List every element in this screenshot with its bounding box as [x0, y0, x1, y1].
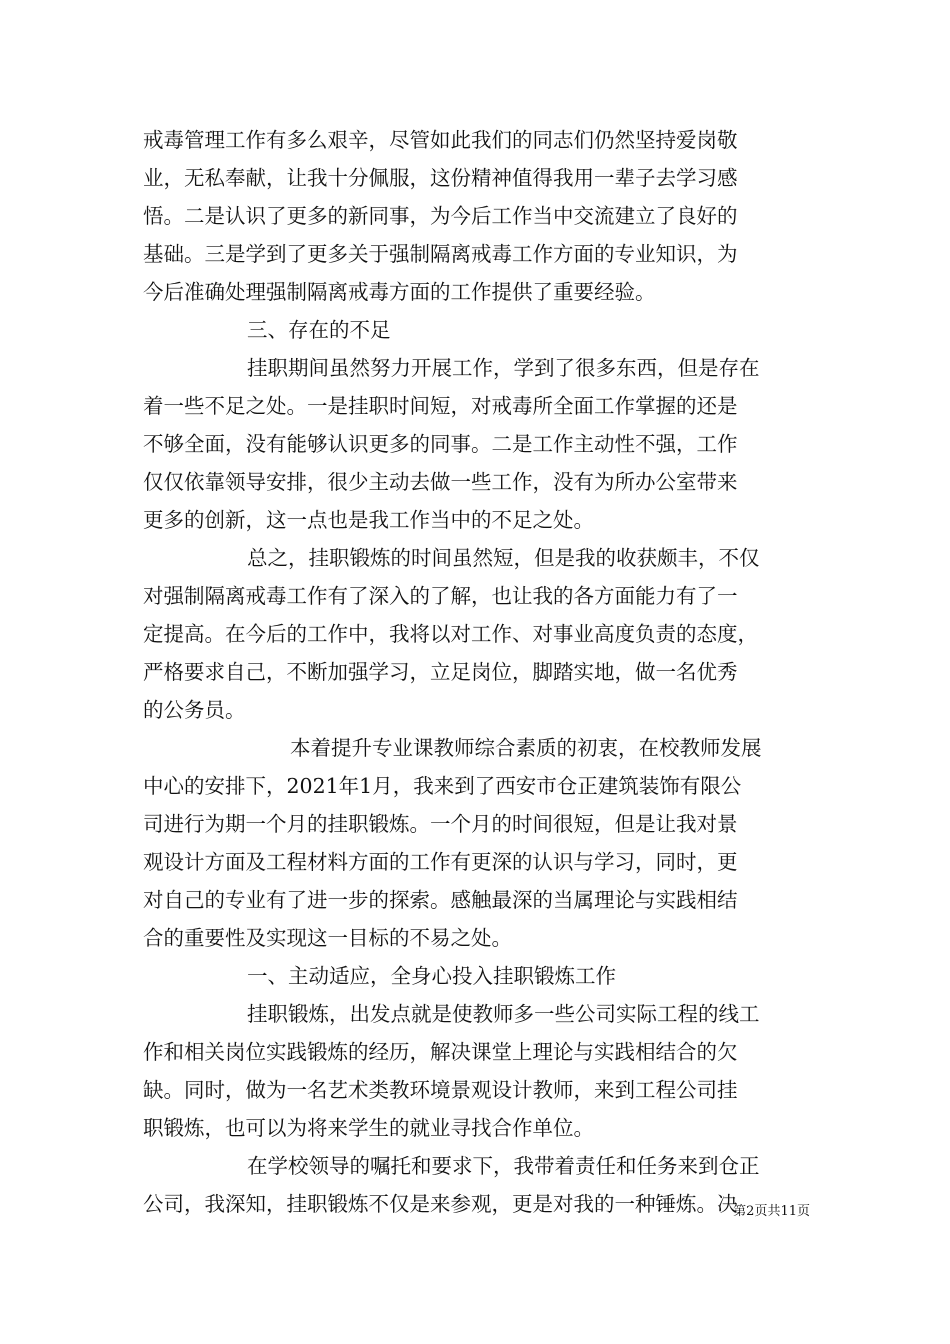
text-line: 严格要求自己，不断加强学习，立足岗位，脚踏实地，做一名优秀 [143, 660, 738, 684]
text-line: 不够全面，没有能够认识更多的同事。二是工作主动性不强，工作 [143, 432, 738, 456]
text-line: 定提高。在今后的工作中，我将以对工作、对事业高度负责的态度， [143, 622, 758, 646]
text-line: 中心的安排下，2021年1月，我来到了西安市仓正建筑装饰有限公 [143, 774, 742, 798]
text-line: 挂职期间虽然努力开展工作，学到了很多东西，但是存在 [247, 356, 760, 380]
text-line: 的公务员。 [143, 698, 246, 722]
text-line: 在学校领导的嘱托和要求下，我带着责任和任务来到仓正 [247, 1154, 760, 1178]
text-line: 着一些不足之处。一是挂职时间短，对戒毒所全面工作掌握的还是 [143, 394, 738, 418]
text-line: 合的重要性及实现这一目标的不易之处。 [143, 926, 512, 950]
text-line: 仅仅依靠领导安排，很少主动去做一些工作，没有为所办公室带来 [143, 470, 738, 494]
text-line: 业，无私奉献，让我十分佩服，这份精神值得我用一辈子去学习感 [143, 166, 738, 190]
text-line: 公司，我深知，挂职锻炼不仅是来参观，更是对我的一种锤炼。决 [143, 1192, 738, 1216]
text-line: 缺。同时，做为一名艺术类教环境景观设计教师，来到工程公司挂 [143, 1078, 738, 1102]
text-line: 职锻炼，也可以为将来学生的就业寻找合作单位。 [143, 1116, 594, 1140]
text-line: 对自己的专业有了进一步的探索。感触最深的当属理论与实践相结 [143, 888, 738, 912]
text-line: 挂职锻炼，出发点就是使教师多一些公司实际工程的线工 [247, 1002, 760, 1026]
text-line: 悟。二是认识了更多的新同事，为今后工作当中交流建立了良好的 [143, 204, 738, 228]
text-line: 对强制隔离戒毒工作有了深入的了解，也让我的各方面能力有了一 [143, 584, 738, 608]
text-line: 观设计方面及工程材料方面的工作有更深的认识与学习，同时，更 [143, 850, 738, 874]
text-line: 戒毒管理工作有多么艰辛，尽管如此我们的同志们仍然坚持爱岗敬 [143, 128, 738, 152]
text-line: 作和相关岗位实践锻炼的经历，解决课堂上理论与实践相结合的欠 [143, 1040, 738, 1064]
text-line: 今后准确处理强制隔离戒毒方面的工作提供了重要经验。 [143, 280, 656, 304]
text-line: 本着提升专业课教师综合素质的初衷，在校教师发展 [290, 736, 762, 760]
text-line: 更多的创新，这一点也是我工作当中的不足之处。 [143, 508, 594, 532]
section-heading: 三、存在的不足 [247, 318, 391, 342]
text-line: 基础。三是学到了更多关于强制隔离戒毒工作方面的专业知识，为 [143, 242, 738, 266]
text-line: 总之，挂职锻炼的时间虽然短，但是我的收获颇丰，不仅 [247, 546, 760, 570]
section-heading: 一、主动适应，全身心投入挂职锻炼工作 [247, 964, 616, 988]
page-number: 第2页共11页 [733, 1204, 810, 1219]
text-line: 司进行为期一个月的挂职锻炼。一个月的时间很短，但是让我对景 [143, 812, 738, 836]
